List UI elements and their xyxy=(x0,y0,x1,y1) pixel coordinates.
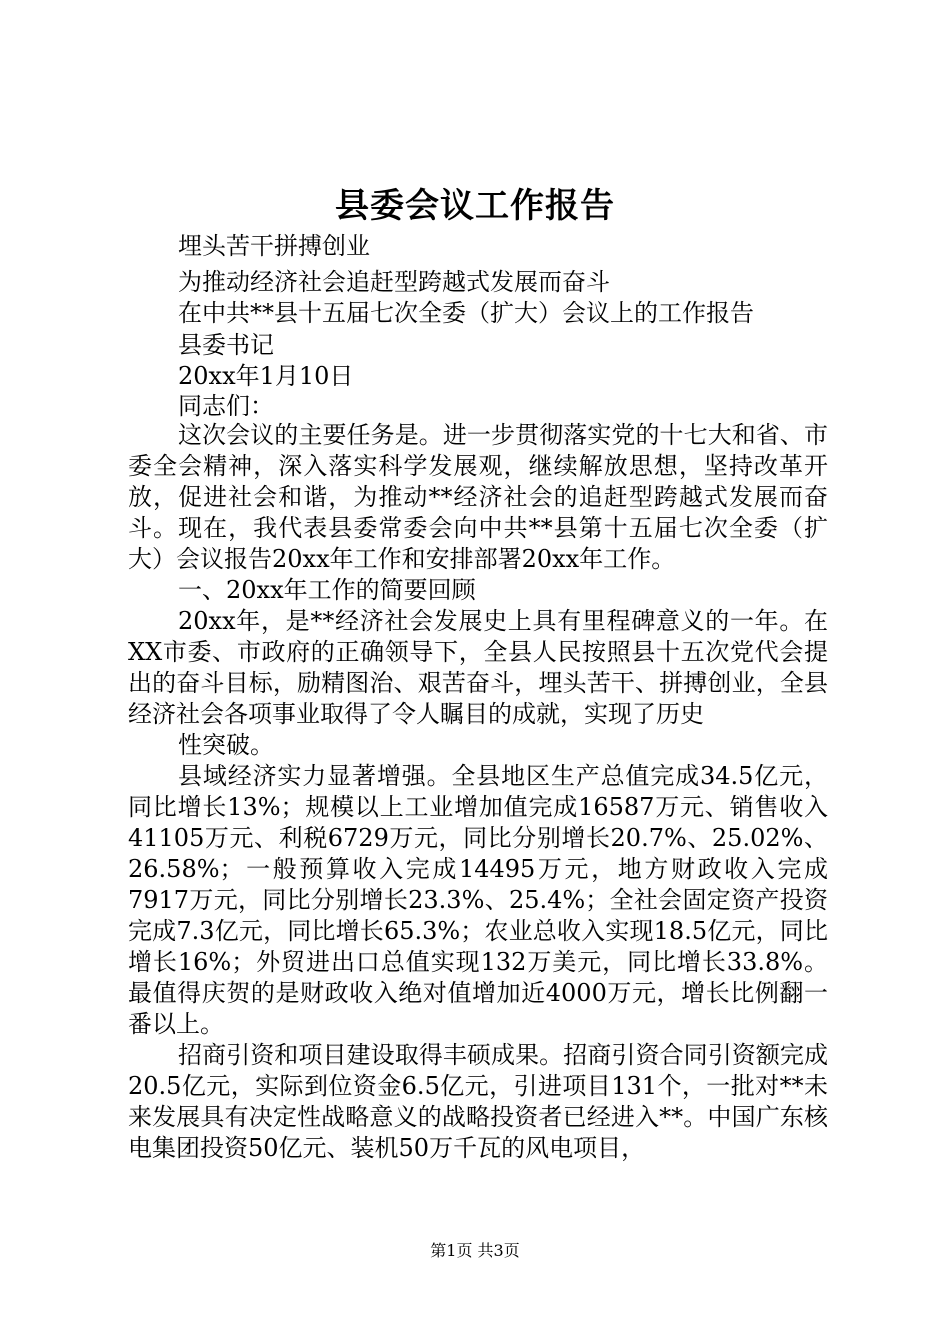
header-line-salutation: 同志们： xyxy=(178,392,274,420)
document-title: 县委会议工作报告 xyxy=(335,186,615,226)
header-line-slogan: 埋头苦干拼搏创业 xyxy=(178,232,370,260)
header-line-occasion: 在中共**县十五届七次全委（扩大）会议上的工作报告 xyxy=(178,299,754,327)
header-line-speaker: 县委书记 xyxy=(178,331,274,359)
header-line-date: 20xx年1月10日 xyxy=(178,362,354,390)
body-paragraph-intro: 这次会议的主要任务是。进一步贯彻落实党的十七大和省、市委全会精神，深入落实科学发展观，继续解放思想，坚持改革开放，促进社会和谐，为推动**经济社会的追赶型跨越式发展而奋斗。现在，我代表县委常委会向中共**县第十五届七次全委（扩大）会议报告20xx年工作和安排部署20xx年工作。 xyxy=(128,421,828,573)
section-heading: 一、20xx年工作的简要回顾 xyxy=(178,576,476,604)
body-paragraph-review: 20xx年，是**经济社会发展史上具有里程碑意义的一年。在XX市委、市政府的正确领导下，全县人民按照县十五次党代会提出的奋斗目标，励精图治、艰苦奋斗，埋头苦干、拼搏创业，全县经济社会各项事业取得了令人瞩目的成就，实现了历史 xyxy=(128,607,828,728)
page-number-footer: 第1页 共3页 xyxy=(430,1241,520,1260)
document-body xyxy=(128,420,828,1164)
body-paragraph-investment: 招商引资和项目建设取得丰硕成果。招商引资合同引资额完成20.5亿元，实际到位资金6.5亿元，引进项目131个，一批对**未来发展具有决定性战略意义的战略投资者已经进入**。中国广东核电集团投资50亿元、装机50万千瓦的风电项目， xyxy=(128,1041,828,1162)
body-paragraph-continuation: 性突破。 xyxy=(178,731,274,759)
header-line-subtitle: 为推动经济社会追赶型跨越式发展而奋斗 xyxy=(178,268,610,296)
body-paragraph-economy: 县域经济实力显著增强。全县地区生产总值完成34.5亿元，同比增长13%；规模以上工业增加值完成16587万元、销售收入41105万元、利税6729万元，同比分别增长20.7%、25.02%、26.58%；一般预算收入完成14495万元，地方财政收入完成7917万元，同比分别增长23.3%、25.4%；全社会固定资产投资完成7.3亿元，同比增长65.3%；农业总收入实现18.5亿元，同比增长16%；外贸进出口总值实现132万美元，同比增长33.8%。最值得庆贺的是财政收入绝对值增加近4000万元，增长比例翻一番以上。 xyxy=(128,762,828,1038)
